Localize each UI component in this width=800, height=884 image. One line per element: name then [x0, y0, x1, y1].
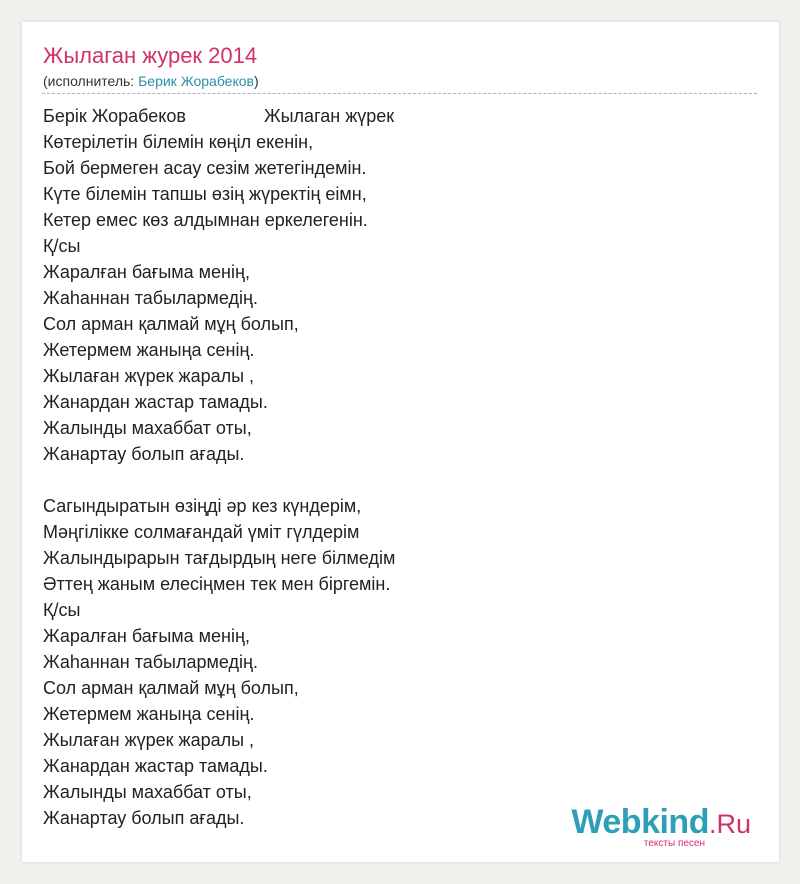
stanza-gap	[43, 467, 753, 493]
lyrics-header	[43, 103, 753, 129]
song-title: Жылаган журек 2014	[43, 43, 258, 68]
chorus-marker: Қ/сы	[43, 236, 81, 256]
lyric-line: Жылаған жүрек жаралы ,	[43, 730, 255, 750]
lyric-line: Жетермем жаныңа сенің.	[43, 340, 255, 360]
verse-2	[43, 493, 753, 831]
logo-tagline: тексты песен	[643, 838, 705, 849]
lyric-line: Сол арман қалмай мұң болып,	[43, 678, 299, 698]
lyric-line: Жаралған бағыма менің,	[43, 262, 250, 282]
lyric-line: Әттең жаным елесіңмен тек мен біргемін.	[43, 574, 391, 594]
lyric-line: Жаһаннан табылармедің.	[43, 652, 258, 672]
lyric-line: Сагындыратын өзіңді әр кез күндерім,	[43, 496, 362, 516]
lyrics-card	[22, 22, 779, 862]
lyric-line: Жалынды махаббат оты,	[43, 418, 252, 438]
divider	[42, 93, 757, 94]
performer-prefix: (исполнитель:	[43, 73, 139, 89]
logo-domain-suffix: .Ru	[708, 809, 751, 839]
lyric-line: Жанардан жастар тамады.	[43, 392, 268, 412]
lyrics-text	[43, 103, 753, 831]
chorus-marker: Қ/сы	[43, 600, 81, 620]
artist-link[interactable]: Берик Жорабеков	[138, 73, 254, 89]
lyric-line: Жалындырарын тағдырдың неге білмедім	[43, 548, 396, 568]
lyric-line: Жаралған бағыма менің,	[43, 626, 250, 646]
lyric-line: Жанартау болып ағады.	[43, 808, 245, 828]
lyric-line: Жетермем жаныңа сенің.	[43, 704, 255, 724]
logo-wordmark: Webkind	[571, 803, 709, 841]
performer-line	[43, 72, 259, 90]
lyric-line: Жанардан жастар тамады.	[43, 756, 268, 776]
lyric-line: Күте білемін тапшы өзің жүректің еімн,	[43, 184, 367, 204]
lyrics-header-artist: Берік Жорабеков	[43, 106, 186, 126]
lyric-line: Көтерілетін білемін көңіл екенін,	[43, 132, 314, 152]
verse-1	[43, 129, 753, 467]
lyric-line: Жанартау болып ағады.	[43, 444, 245, 464]
lyric-line: Жаһаннан табылармедің.	[43, 288, 258, 308]
site-logo[interactable]	[571, 803, 751, 849]
lyric-line: Бой бермеген асау сезім жетегіндемін.	[43, 158, 367, 178]
lyric-line: Мәңгілікке солмағандай үміт гүлдерім	[43, 522, 360, 542]
lyric-line: Жылаған жүрек жаралы ,	[43, 366, 255, 386]
lyric-line: Кетер емес көз алдымнан еркелегенін.	[43, 210, 368, 230]
performer-suffix: )	[253, 73, 259, 89]
lyric-line: Сол арман қалмай мұң болып,	[43, 314, 299, 334]
lyrics-header-song: Жылаган жүрек	[264, 106, 395, 126]
lyric-line: Жалынды махаббат оты,	[43, 782, 252, 802]
